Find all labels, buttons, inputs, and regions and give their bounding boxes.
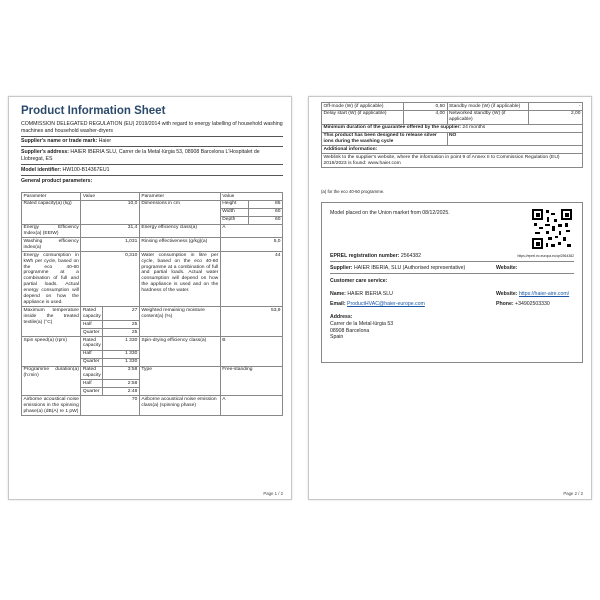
service-label: Customer care service:: [330, 278, 388, 284]
param-label: Spin speed(a) (rpm): [22, 337, 81, 367]
param-value: 1 330: [103, 350, 139, 358]
supplier-value: HAIER IBERIA, SLU (Authorised representative): [353, 265, 466, 271]
param-value: 2:58: [103, 380, 139, 388]
additional-label: Additional information:: [322, 146, 583, 154]
model-label: Model identifier:: [21, 167, 62, 173]
footnote: (a) for the eco 40-60 programme.: [321, 189, 385, 194]
param-label: Weighted remaining moisture content(a) (%): [139, 307, 220, 337]
power-table: [321, 102, 583, 168]
supplier-label: Supplier:: [330, 265, 353, 271]
param-sublabel: Rated capacity: [82, 307, 101, 319]
page-1: [8, 96, 292, 500]
param-value: 27: [103, 307, 139, 321]
page-2: [308, 96, 592, 500]
table-header-row: [22, 193, 283, 201]
param-value: A: [220, 396, 282, 416]
param-value: 44: [220, 252, 282, 307]
param-label: Off-mode (W) (if applicable): [322, 103, 404, 111]
phone-row: [496, 301, 550, 307]
guarantee-row: [322, 124, 583, 132]
param-label: Airborne acoustical noise emission class(a) (spinning phase): [139, 396, 220, 416]
param-value: 1,031: [81, 238, 139, 252]
divider: [21, 136, 283, 137]
param-value: 3:58: [103, 366, 139, 380]
divider: [21, 164, 283, 165]
supplier-name-value: Haier: [98, 138, 112, 144]
param-sublabel: Height: [220, 200, 248, 208]
param-label: Energy consumption in kWh per cycle, based on the eco 40-60 programme at a combination of full and partial loads. Actual energy consumption will depend on how the appliance is used.: [23, 252, 79, 305]
phone-label: Phone:: [496, 301, 514, 307]
name-value: HAIER IBERIA SLU: [347, 291, 393, 297]
website-label: Website:: [496, 265, 518, 271]
email-link[interactable]: ProductHVAC@haier-europe.com: [347, 301, 425, 307]
address-line: 08908 Barcelona: [330, 327, 370, 334]
param-label: Spin-drying efficiency class(a): [139, 337, 220, 367]
weblink-value[interactable]: www.haier.com: [367, 160, 401, 166]
param-value: -: [529, 103, 583, 111]
supplier-address-label: Supplier's address:: [21, 149, 69, 155]
page-number: Page 2 / 2: [563, 491, 583, 496]
param-sublabel: Quarter: [81, 329, 103, 337]
param-value: 4,00: [403, 110, 447, 124]
param-sublabel: Half: [81, 321, 103, 329]
param-sublabel: Width: [220, 208, 248, 216]
address-label: Address:: [330, 314, 353, 320]
param-label: Water consumption in litre per cycle, based on the eco 40-60 programme at a combination of full and partial loads. Actual water consumption will depend on how the appliance is used and on the hardness of the water.: [139, 252, 220, 307]
address-block: [330, 321, 393, 341]
param-label: Rated capacity(a) (kg): [22, 200, 81, 224]
name-label: Name:: [330, 291, 346, 297]
param-value: A: [220, 224, 282, 238]
supplier-address-row: [21, 149, 283, 162]
param-value: 31,4: [81, 224, 139, 238]
param-value: 25: [103, 321, 139, 329]
phone-value: +34902503330: [515, 301, 550, 307]
param-label: Type: [139, 366, 220, 396]
param-label: Energy efficiency class(a): [139, 224, 220, 238]
qr-code-icon[interactable]: [532, 209, 572, 249]
param-value: Free-standing: [220, 366, 282, 396]
divider: [330, 273, 574, 274]
table-header: Value: [81, 193, 139, 201]
address-line: Carrer de la Metal·lúrgia 53: [330, 321, 394, 327]
param-label: Washing efficiency index(a): [23, 238, 79, 250]
param-value: 1 330: [103, 358, 139, 366]
market-text: Model placed on the Union market from 08/12/2025.: [330, 210, 450, 216]
website2-label: Website:: [496, 291, 518, 297]
param-value: 60: [248, 216, 282, 224]
param-label: Rinsing effectiveness (g/kg)(a): [139, 238, 220, 252]
param-sublabel: Depth: [220, 216, 248, 224]
param-label: Airborne acoustical noise emissions in the spinning phase(a) (dB(A) re 1 pW): [23, 396, 79, 414]
page-number: Page 1 / 2: [263, 491, 283, 496]
parameters-table: [21, 192, 283, 416]
param-sublabel: Rated capacity: [82, 337, 101, 349]
param-value: 0,50: [403, 103, 447, 111]
eprel-row: [330, 253, 421, 259]
divider: [330, 261, 574, 262]
divider: [21, 175, 283, 176]
model-value: HW100-B14367EU1: [62, 167, 110, 173]
table-header: Parameter: [139, 193, 220, 201]
param-label: Programme duration(a) (h:min): [22, 366, 81, 396]
param-sublabel: Quarter: [81, 358, 103, 366]
param-value: B: [220, 337, 282, 367]
param-value: 2,00: [529, 110, 583, 124]
weblink-text: Weblink to the supplier's website, where the information in point 9 of Annex II to Commission Regulation (EU) 2019/2023 is found:: [323, 154, 560, 166]
qr-url[interactable]: https://eprel.ec.europa.eu/qr/2564382: [517, 254, 574, 258]
param-sublabel: Half: [81, 350, 103, 358]
eprel-value: 2564382: [400, 253, 422, 259]
param-sublabel: Half: [81, 380, 103, 388]
name-row: [330, 291, 393, 297]
param-sublabel: Rated capacity: [82, 367, 101, 379]
param-value: 5,0: [220, 238, 282, 252]
website2-link[interactable]: https://haier-aire.com/: [518, 291, 570, 297]
model-row: [21, 167, 283, 174]
silver-value: NO: [447, 132, 582, 146]
divider: [21, 146, 283, 147]
eprel-box: [321, 202, 583, 363]
silver-label: This product has been designed to release silver ions during the washing cycle: [322, 132, 448, 146]
param-label: Standby mode (W) (if applicable): [447, 103, 529, 111]
weblink-row: [322, 154, 583, 168]
eprel-label: EPREL registration number:: [330, 253, 400, 259]
guarantee-label: Minimum duration of the guarantee offered by the supplier:: [323, 125, 461, 131]
regulation-text: COMMISSION DELEGATED REGULATION (EU) 2019/2014 with regard to energy labelling of household washing machines and household washer-dryers: [21, 121, 283, 134]
param-label: Maximum temperature inside the treated textile(a) (°C): [22, 307, 81, 337]
param-label: Energy Efficiency Index(a) (EEIW): [23, 225, 79, 237]
param-value: 85: [248, 200, 282, 208]
guarantee-value: 24 months: [462, 125, 486, 131]
email-row: [330, 301, 425, 307]
param-value: 1 330: [103, 337, 139, 351]
param-value: 0,310: [81, 252, 139, 307]
general-params-label: General product parameters:: [21, 178, 93, 184]
supplier-name-row: [21, 138, 283, 145]
param-value: 10,0: [81, 200, 139, 224]
supplier-address-value: HAIER IBERIA SLU, Carrer de la Metal·lúrgia 53, 08908 Barcelona L'Hospitalet de Llobregat, ES: [21, 149, 260, 162]
param-label: Dimensions in cm: [139, 200, 220, 224]
param-value: 25: [103, 329, 139, 337]
param-label: Networked standby (W) (if applicable): [447, 110, 529, 124]
table-header: Value: [220, 193, 282, 201]
website2-row: [496, 291, 569, 297]
param-value: 60: [248, 208, 282, 216]
table-header: Parameter: [22, 193, 81, 201]
param-value: 53,9: [220, 307, 282, 337]
supplier-row: [330, 265, 465, 271]
address-line: Spain: [330, 334, 344, 340]
email-label: Email:: [330, 301, 346, 307]
supplier-name-label: Supplier's name or trade mark:: [21, 138, 98, 144]
param-value: 70: [81, 396, 139, 416]
param-value: 2:48: [103, 388, 139, 396]
param-sublabel: Quarter: [81, 388, 103, 396]
page-title: Product Information Sheet: [21, 105, 166, 117]
param-label: Delay start (W) (if applicable): [322, 110, 404, 124]
